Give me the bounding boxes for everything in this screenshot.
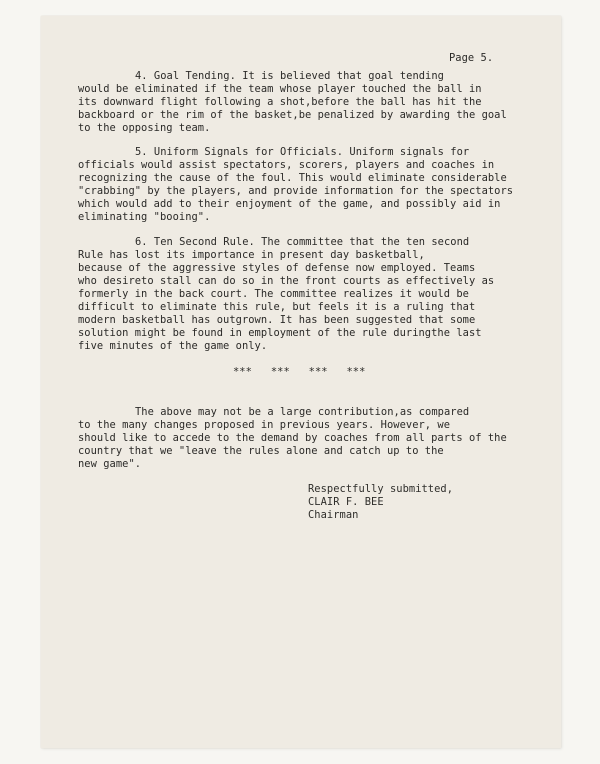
page-number: Page 5. <box>449 52 494 64</box>
uniform-signals-line-5: which would add to their enjoyment of the game, and possibly aid in <box>78 198 501 210</box>
closing-salutation: Respectfully submitted, <box>308 483 454 495</box>
ten-second-rule-line-9: five minutes of the game only. <box>78 340 268 352</box>
goal-tending-line-2: would be eliminated if the team whose player touched the ball in <box>78 83 482 95</box>
closing-line-1: The above may not be a large contribution,as compared <box>135 406 470 418</box>
ten-second-rule-line-5: formerly in the back court. The committee realizes it would be <box>78 288 469 300</box>
closing-line-4: country that we "leave the rules alone and catch up to the <box>78 445 444 457</box>
closing-line-5: new game". <box>78 458 142 470</box>
ten-second-rule-line-7: modern basketball has outgrown. It has been suggested that some <box>78 314 476 326</box>
uniform-signals-line-3: recognizing the cause of the foul. This would eliminate considerable <box>78 172 507 184</box>
goal-tending-line-4: backboard or the rim of the basket,be penalized by awarding the goal <box>78 109 507 121</box>
goal-tending-line-3: its downward flight following a shot,before the ball has hit the <box>78 96 482 108</box>
uniform-signals-line-4: "crabbing" by the players, and provide information for the spectators <box>78 185 514 197</box>
uniform-signals-line-2: officials would assist spectators, scorers, players and coaches in <box>78 159 495 171</box>
ten-second-rule-line-2: Rule has lost its importance in present day basketball, <box>78 249 425 261</box>
signer-name: CLAIR F. BEE <box>308 496 384 508</box>
ten-second-rule-line-4: who desireto stall can do so in the front courts as effectively as <box>78 275 495 287</box>
closing-line-3: should like to accede to the demand by coaches from all parts of the <box>78 432 507 444</box>
closing-line-2: to the many changes proposed in previous years. However, we <box>78 419 451 431</box>
section-separator: *** *** *** *** <box>233 366 366 378</box>
uniform-signals-line-1: 5. Uniform Signals for Officials. Uniform signals for <box>135 146 470 158</box>
goal-tending-line-5: to the opposing team. <box>78 122 211 134</box>
signer-title: Chairman <box>308 509 359 521</box>
ten-second-rule-line-8: solution might be found in employment of the rule duringthe last <box>78 327 482 339</box>
uniform-signals-line-6: eliminating "booing". <box>78 211 211 223</box>
goal-tending-line-1: 4. Goal Tending. It is believed that goal tending <box>135 70 444 82</box>
ten-second-rule-line-6: difficult to eliminate this rule, but feels it is a ruling that <box>78 301 476 313</box>
ten-second-rule-line-1: 6. Ten Second Rule. The committee that the ten second <box>135 236 470 248</box>
ten-second-rule-line-3: because of the aggressive styles of defense now employed. Teams <box>78 262 476 274</box>
